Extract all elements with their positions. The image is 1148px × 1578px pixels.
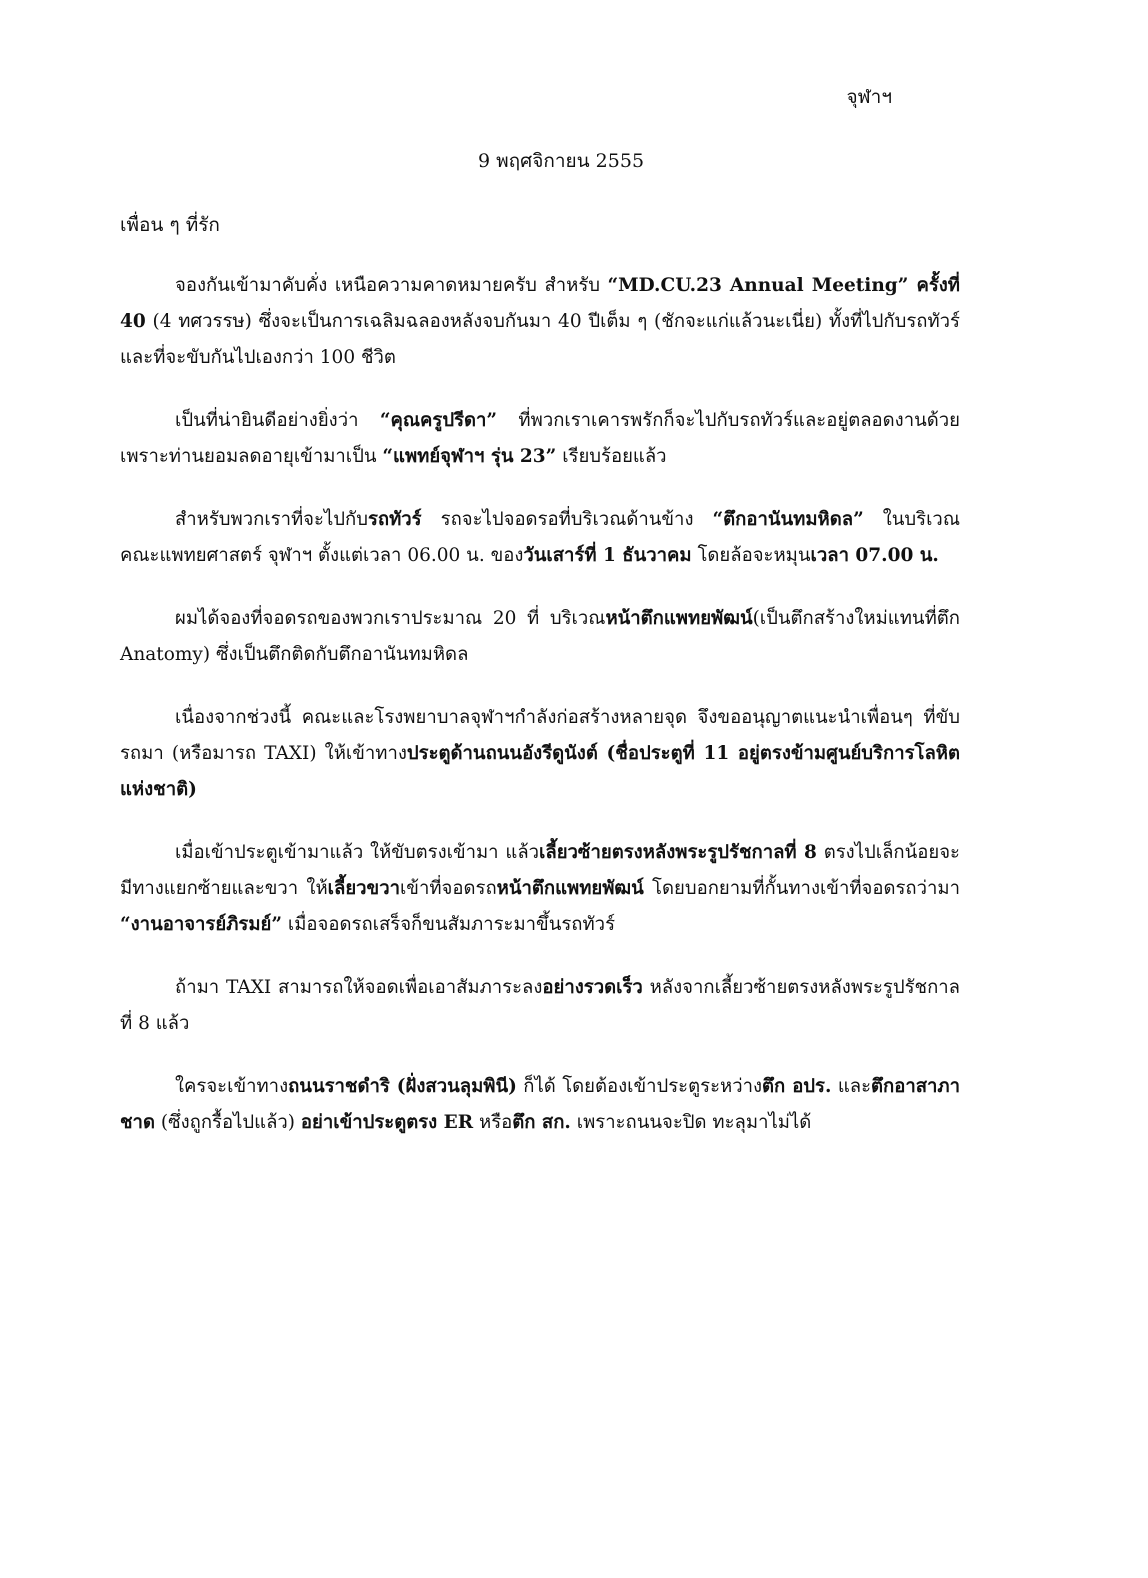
body-text: ถ้ามา TAXI สามารถให้จอดเพื่อเอาสัมภาระลง [175,977,543,998]
body-text: เมื่อจอดรถเสร็จก็ขนสัมภาระมาขึ้นรถทัวร์ [282,914,616,935]
paragraph-rajdamri [120,1069,960,1141]
emphasis-text: อย่างรวดเร็ว [542,977,643,998]
emphasis-text: “MD.CU.23 Annual Meeting” ครั้งที่ 40 [120,275,960,332]
body-text: สำหรับพวกเราที่จะไปกับ [175,509,368,530]
letter-date: 9 พฤศจิกายน 2555 [478,150,645,172]
body-text: เนื่องจากช่วงนี้ คณะและโรงพยาบาลจุฬาฯกำลังก่อสร้างหลายจุด จึงขออนุญาตแนะนำเพื่อนๆ ที่ขับรถมา (หรือมารถ TAXI) ให้เข้าทาง [120,707,960,764]
body-text: โดยบอกยามที่กั้นทางเข้าที่จอดรถว่ามา [643,878,960,899]
paragraph-entrance [120,700,960,808]
sender-label: จุฬาฯ [846,86,892,108]
body-text: ผมได้จองที่จอดรถของพวกเราประมาณ 20 ที่ บริเวณ [175,608,606,629]
emphasis-text: หน้าตึกแพทยพัฒน์ [605,608,753,629]
emphasis-text: ตึก สก. [512,1112,571,1133]
emphasis-text: ตึก อปร. [762,1076,832,1097]
body-text: ที่พวกเราเคารพรักก็จะไปกับรถทัวร์และอยู่ตลอดงานด้วย เพราะท่านยอมลดอายุเข้ามาเป็น [120,410,960,467]
body-text: หลังจากเลี้ยวซ้ายตรงหลังพระรูปรัชกาลที่ 8 แล้ว [120,977,960,1034]
emphasis-text: “คุณครูปรีดา” [379,410,498,431]
paragraph-tour-bus [120,502,960,574]
salutation: เพื่อน ๆ ที่รัก [120,214,220,236]
emphasis-text: ถนนราชดำริ (ฝั่งสวนลุมพินี) [288,1076,517,1097]
body-text: ตรงไปเล็กน้อยจะมีทางแยกซ้ายและขวา ให้ [120,842,960,899]
body-text: เรียบร้อยแล้ว [556,446,667,467]
body-text: โดยล้อจะหมุน [691,545,811,566]
paragraph-taxi [120,970,960,1042]
letter-body [120,268,960,1168]
body-text: เป็นที่น่ายินดีอย่างยิ่งว่า [175,410,380,431]
body-text: เข้าที่จอดรถ [399,878,497,899]
body-text: (4 ทศวรรษ) ซึ่งจะเป็นการเฉลิมฉลองหลังจบกันมา 40 ปีเต็ม ๆ (ชักจะแก่แล้วนะเนี่ย) ทั้งที่ไปกับรถทัวร์ และที่จะขับกันไปเองกว่า 100 ชีวิต [120,311,960,368]
emphasis-text: เลี้ยวขวา [327,878,400,899]
body-text: ใครจะเข้าทาง [175,1076,289,1097]
body-text: (เป็นตึกสร้างใหม่แทนที่ตึก Anatomy) ซึ่งเป็นตึกติดกับตึกอานันทมหิดล [120,608,960,665]
emphasis-text: เลี้ยวซ้ายตรงหลังพระรูปรัชกาลที่ 8 [539,842,817,863]
body-text: ก็ได้ โดยต้องเข้าประตูระหว่าง [516,1076,763,1097]
body-text: ในบริเวณคณะแพทยศาสตร์ จุฬาฯ ตั้งแต่เวลา 06.00 น. ของ [120,509,960,566]
emphasis-text: อย่าเข้าประตูตรง ER [300,1112,474,1133]
body-text: เมื่อเข้าประตูเข้ามาแล้ว ให้ขับตรงเข้ามา แล้ว [175,842,540,863]
paragraph-directions [120,835,960,943]
emphasis-text: “งานอาจารย์ภิรมย์” [120,914,283,935]
body-text: หรือ [473,1112,513,1133]
body-text: (ซึ่งถูกรื้อไปแล้ว) [154,1112,301,1133]
emphasis-text: “แพทย์จุฬาฯ รุ่น 23” [382,446,557,467]
emphasis-text: หน้าตึกแพทยพัฒน์ [496,878,644,899]
paragraph-teacher [120,403,960,475]
body-text: และ [831,1076,872,1097]
emphasis-text: ประตูด้านถนนอังรีดูนังต์ (ชื่อประตูที่ 11 อยู่ตรงข้ามศูนย์บริการโลหิตแห่งชาติ) [120,743,960,800]
emphasis-text: เวลา 07.00 น. [810,545,939,566]
body-text: จองกันเข้ามาคับคั่ง เหนือความคาดหมายครับ สำหรับ [175,275,608,296]
emphasis-text: รถทัวร์ [367,509,422,530]
body-text: รถจะไปจอดรอที่บริเวณด้านข้าง [421,509,713,530]
emphasis-text: วันเสาร์ที่ 1 ธันวาคม [523,545,692,566]
emphasis-text: “ตึกอานันทมหิดล” [712,509,864,530]
emphasis-text: ตึกอาสาภาชาด [120,1076,961,1133]
paragraph-parking [120,601,960,673]
body-text: เพราะถนนจะปิด ทะลุมาไม่ได้ [570,1112,812,1133]
paragraph-registration [120,268,960,376]
